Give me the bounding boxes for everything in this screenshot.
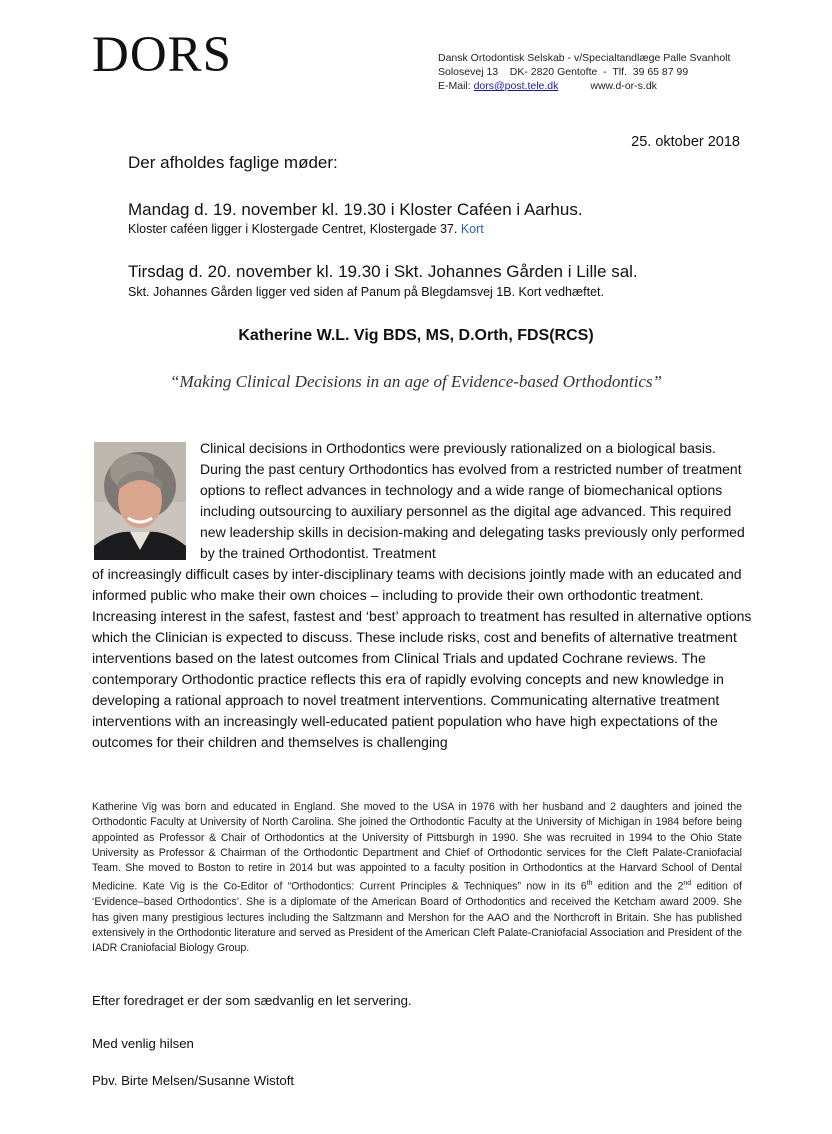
email-label: E-Mail: (438, 80, 474, 92)
address-line: Solosevej 13 DK- 2820 Gentofte - Tlf. 39 65 87 99 (438, 66, 689, 78)
meeting-2-detail: Skt. Johannes Gården ligger ved siden af Panum på Blegdamsvej 1B. Kort vedhæftet. (128, 285, 604, 299)
website: www.d-or-s.dk (590, 80, 657, 92)
letterhead-contact (438, 51, 730, 93)
contact-line (438, 79, 730, 93)
speaker-bio: Katherine Vig was born and educated in England. She moved to the USA in 1976 with her husband and 2 daughters and joined the Orthodontic Faculty at University of North Carolina. She joined the Orthodontic Faculty at the University of Michigan in 1984 before being appointed as Professor & Chair of Orthodontics at the University of Pittsburgh in 1990. She was recruited in 1994 to the Ohio State University as Professor & Chairman of the Orthodontic Department and Chief of Orthodontic services for the Cleft Palate-Craniofacial Team. She moved to Boston to retire in 2014 but was appointed to a faculty position in Orthodontics at the Harvard School of Dental Medicine. Kate Vig is the Co-Editor of “Orthodontics: Current Principles & Techniques” now in its 6th edition and the 2nd edition of ‘Evidence–based Orthodontics’. She is a diplomate of the American Board of Orthodontics and received the Ketcham award 2009. She has given many prestigious lectures including the Saltzmann and Mershon for the AAO and the Northcroft in Britain. She has published extensively in the Orthodontic literature and served as President of the American Cleft Palate-Craniofacial Association and President of the IADR Craniofacial Biology Group. (92, 801, 742, 955)
email-link[interactable]: dors@post.tele.dk (473, 80, 559, 92)
meeting-2-title: Tirsdag d. 20. november kl. 19.30 i Skt. Johannes Gården i Lille sal. (128, 262, 638, 281)
abstract-paragraph-bottom: of increasingly difficult cases by inter-disciplinary teams with decisions jointly made with an educated and informed public who make their own choices – including to provide their own orthodontic treatment. Increasing interest in the safest, fastest and ‘best’ approach to treatment has resulted in alternative options which the Clinician is expected to discuss. These include risks, cost and benefits of alternative treatment interventions based on the latest outcomes from Clinical Trials and updated Cochrane reviews. The contemporary Orthodontic practice reflects this era of rapidly evolving concepts and new knowledge in developing a rational approach to novel treatment interventions. Communicating alternative treatment interventions with an increasingly well-educated patient population who have high expectations of the outcomes for their children and themselves is challenging (92, 566, 752, 750)
signature: Pbv. Birte Melsen/Susanne Wistoft (92, 1073, 295, 1088)
abstract-paragraph-top: Clinical decisions in Orthodontics were previously rationalized on a biological basis. During the past century Orthodontics has evolved from a restricted number of treatment options to reflect advances in technology and a wide range of biomechanical options including outsourcing to auxiliary personnel as the digital age advanced. This required new leadership skills in decision-making and delegating tasks previously only performed by the trained Orthodontist. Treatment (200, 440, 745, 561)
regards: Med venlig hilsen (92, 1036, 194, 1051)
serving-note: Efter foredraget er der som sædvanlig en let servering. (92, 993, 412, 1008)
logo: DORS (92, 27, 233, 83)
meeting-1-title: Mandag d. 19. november kl. 19.30 i Kloster Caféen i Aarhus. (128, 200, 583, 219)
map-link[interactable]: Kort (460, 222, 484, 236)
meeting-1-detail: Kloster caféen ligger i Klostergade Centret, Klostergade 37. Kort (128, 222, 484, 236)
talk-title: “Making Clinical Decisions in an age of Evidence-based Orthodontics” (170, 372, 662, 391)
letter-date: 25. oktober 2018 (631, 134, 740, 150)
intro-heading: Der afholdes faglige møder: (128, 153, 338, 172)
org-line: Dansk Ortodontisk Selskab - v/Specialtandlæge Palle Svanholt (438, 52, 731, 64)
speaker-photo (94, 442, 186, 560)
speaker-name: Katherine W.L. Vig BDS, MS, D.Orth, FDS(RCS) (238, 327, 594, 344)
